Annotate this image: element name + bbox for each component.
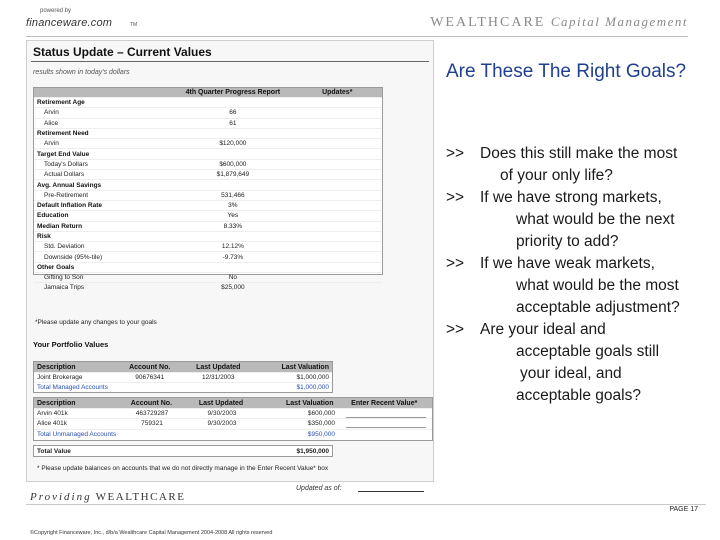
table-row: Target End Value	[34, 148, 382, 158]
unmanaged-header-valuation: Last Valuation	[286, 399, 334, 407]
unmanaged-header-description: Description	[37, 399, 76, 407]
table-row: Other Goals	[34, 262, 382, 272]
table-row: Today's Dollars $600,000	[34, 159, 382, 169]
updated-as-of-label: Updated as of:	[296, 485, 342, 492]
progress-table-body	[34, 97, 382, 293]
panel-title-rule	[31, 61, 429, 62]
brand-subtitle: Capital Management	[550, 14, 688, 29]
progress-header-col2: 4th Quarter Progress Report	[185, 89, 281, 96]
footer-brand: WEALTHCARE	[95, 491, 186, 503]
table-row: Total Value $1,950,000	[37, 447, 329, 455]
table-row: Arvin $120,000	[34, 138, 382, 148]
logo-text: financeware.com	[26, 17, 113, 29]
status-report-panel	[26, 40, 434, 482]
table-row: Total Unmanaged Accounts $950,000	[34, 429, 432, 439]
unmanaged-header-recent: Enter Recent Value*	[351, 399, 418, 407]
bullet-marker: >>	[446, 189, 465, 206]
updated-as-of-field[interactable]	[358, 491, 424, 492]
table-row: Alice 401k 759321 9/30/2003 $350,000	[34, 418, 432, 428]
footer-tagline	[30, 491, 185, 503]
copyright: ©Copyright Financeware, Inc., d/b/a Wealthcare Capital Management 2004-2008 All rights reserved	[30, 530, 273, 536]
unmanaged-header-updated: Last Updated	[198, 399, 244, 407]
unmanaged-accounts-table	[33, 397, 433, 441]
table-row: Default Inflation Rate 3%	[34, 200, 382, 210]
bullet-marker: >>	[446, 255, 465, 272]
footer-providing: Providing	[30, 491, 92, 503]
table-row: Alice 61	[34, 118, 382, 128]
total-value-table	[33, 445, 333, 457]
progress-header-col3: Updates*	[322, 89, 353, 96]
table-row: Joint Brokerage 90676341 12/31/2003 $1,000,000	[34, 372, 332, 382]
financeware-logo	[26, 8, 136, 36]
managed-header-account: Account No.	[129, 363, 171, 371]
panel-title: Status Update – Current Values	[33, 45, 212, 59]
table-row: Jamaica Trips $25,000	[34, 282, 382, 292]
table-row: Avg. Annual Savings	[34, 179, 382, 189]
unmanaged-header-account: Account No.	[130, 399, 173, 407]
managed-header-description: Description	[37, 363, 76, 371]
bullet-item: >> If we have strong markets, what would be the next priority to add?	[446, 189, 675, 250]
table-row: Gifting to Son No	[34, 272, 382, 282]
top-divider	[26, 36, 688, 37]
progress-table	[33, 87, 383, 292]
slide-title: Are These The Right Goals?	[446, 61, 687, 82]
recent-value-input[interactable]	[346, 410, 426, 418]
table-row: Std. Deviation 12.12%	[34, 241, 382, 251]
table-row: Median Return 8.33%	[34, 221, 382, 231]
progress-table-header	[34, 88, 382, 97]
bullet-marker: >>	[446, 145, 465, 162]
progress-footnote: *Please update any changes to your goals	[35, 319, 157, 326]
bullet-item: >> If we have weak markets, what would be the most acceptable adjustment?	[446, 255, 680, 316]
bullet-list	[446, 143, 716, 407]
panel-note: results shown in today's dollars	[33, 69, 130, 76]
table-row: Arvin 66	[34, 107, 382, 117]
table-row: Downside (95%-tile) -9.73%	[34, 251, 382, 261]
table-row: Total Managed Accounts $1,000,000	[34, 382, 332, 392]
portfolio-footnote: * Please update balances on accounts that we do not directly manage in the Enter Recent Value* box	[37, 465, 329, 472]
brand-header	[430, 14, 688, 31]
managed-header-valuation: Last Valuation	[281, 363, 329, 371]
page-number: PAGE 17	[669, 506, 698, 513]
bullet-item: >> Does this still make the most of your only life?	[446, 145, 678, 184]
bullet-item: >> Are your ideal and acceptable goals still your ideal, and acceptable goals?	[446, 321, 660, 404]
managed-header-updated: Last Updated	[196, 363, 241, 371]
table-row: Education Yes	[34, 210, 382, 220]
table-row: Retirement Age	[34, 97, 382, 107]
portfolio-title: Your Portfolio Values	[33, 340, 109, 349]
table-row: Pre-Retirement 531,466	[34, 190, 382, 200]
table-row: Arvin 401k 463729287 9/30/2003 $600,000	[34, 408, 432, 418]
table-row: Risk	[34, 231, 382, 241]
brand-name: WEALTHCARE	[430, 15, 546, 30]
bottom-divider	[26, 504, 706, 505]
managed-accounts-table	[33, 361, 333, 393]
bullet-marker: >>	[446, 321, 465, 338]
logo-powered-by: powered by	[40, 8, 72, 14]
table-row: Retirement Need	[34, 128, 382, 138]
table-row: Actual Dollars $1,879,649	[34, 169, 382, 179]
recent-value-input[interactable]	[346, 420, 426, 428]
logo-tm: TM	[130, 22, 138, 28]
